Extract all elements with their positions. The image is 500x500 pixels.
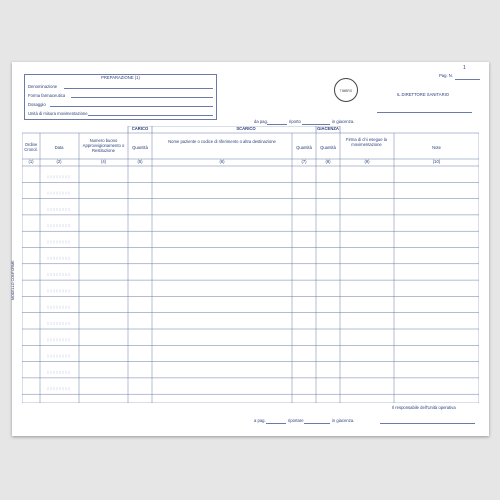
carry-label: riporto	[289, 119, 301, 124]
responsible-signature-line[interactable]	[380, 423, 475, 424]
col-num: (7)	[301, 159, 307, 164]
field-line	[64, 88, 213, 89]
page-number[interactable]: 1	[463, 65, 466, 71]
field-label: Denominazione	[28, 83, 58, 89]
col-scarico-quantita: Quantità	[296, 145, 312, 150]
page-label: Pag. N.	[439, 73, 453, 78]
carry-from-page-label: da pag.	[254, 119, 268, 124]
field-denominazione[interactable]	[28, 83, 213, 90]
col-ordine: Ordine Cronol.	[24, 142, 38, 152]
field-label: Unità di misura movimentazione	[28, 110, 88, 116]
stamp-label: TIMBRO	[339, 89, 353, 93]
register-sheet	[12, 62, 489, 436]
preparazione-title: PREPARAZIONE (1)	[101, 75, 140, 80]
field-label: Forma farmaceutica	[28, 92, 66, 98]
col-num: (1)	[28, 159, 34, 164]
field-label: Dosaggio	[28, 101, 46, 107]
field-line	[50, 106, 213, 107]
col-num: (10)	[432, 159, 441, 164]
col-num: (5)	[137, 159, 143, 164]
col-num: (4)	[100, 159, 107, 164]
carry-value-line[interactable]	[302, 124, 330, 125]
footer-to-page-label: a pag.	[254, 418, 266, 423]
director-label: IL DIRETTORE SANITARIO	[397, 92, 450, 97]
col-numero-buono: Numero buono Approvvigionamento o Restituzione	[82, 138, 125, 153]
col-num: (2)	[56, 159, 62, 164]
group-scarico: SCARICO	[236, 126, 256, 131]
col-note: Note	[432, 145, 441, 150]
col-firma: Firma di chi esegue la movimentazione	[346, 137, 387, 147]
page-number-line	[455, 79, 480, 80]
field-dosaggio[interactable]	[28, 101, 213, 108]
side-model-label: MODELLO CONFORME	[11, 260, 15, 300]
carry-from-page-line[interactable]	[267, 124, 287, 125]
field-line	[88, 115, 213, 116]
col-carico-quantita: Quantità	[132, 145, 148, 150]
field-unita-misura[interactable]	[28, 110, 213, 117]
group-carico: CARICO	[131, 126, 149, 131]
director-signature-line[interactable]	[377, 112, 472, 113]
col-giacenza-quantita: Quantità	[320, 145, 336, 150]
footer-carry-line[interactable]	[304, 423, 330, 424]
field-forma-farmaceutica[interactable]	[28, 92, 213, 99]
col-nome-paziente: Nome paziente o codice di riferimento o altra destinazione	[168, 139, 276, 144]
col-num: (9)	[364, 159, 370, 164]
footer-stock-label: in giacenza.	[332, 418, 355, 423]
group-giacenza: GIACENZA	[317, 126, 339, 131]
col-num: (6)	[219, 159, 225, 164]
col-num: (8)	[325, 159, 331, 164]
preparazione-box	[24, 74, 217, 120]
carry-stock-label: in giacenza.	[332, 119, 355, 124]
col-data: Data	[54, 145, 64, 150]
responsible-label: Il responsabile dell'Unità operativa	[392, 405, 456, 410]
stamp-circle	[334, 78, 358, 102]
field-line	[71, 97, 213, 98]
register-table	[22, 126, 479, 403]
register-grid-lines	[22, 126, 479, 403]
footer-to-page-line[interactable]	[266, 423, 286, 424]
footer-carry-label: riportare	[288, 418, 304, 423]
